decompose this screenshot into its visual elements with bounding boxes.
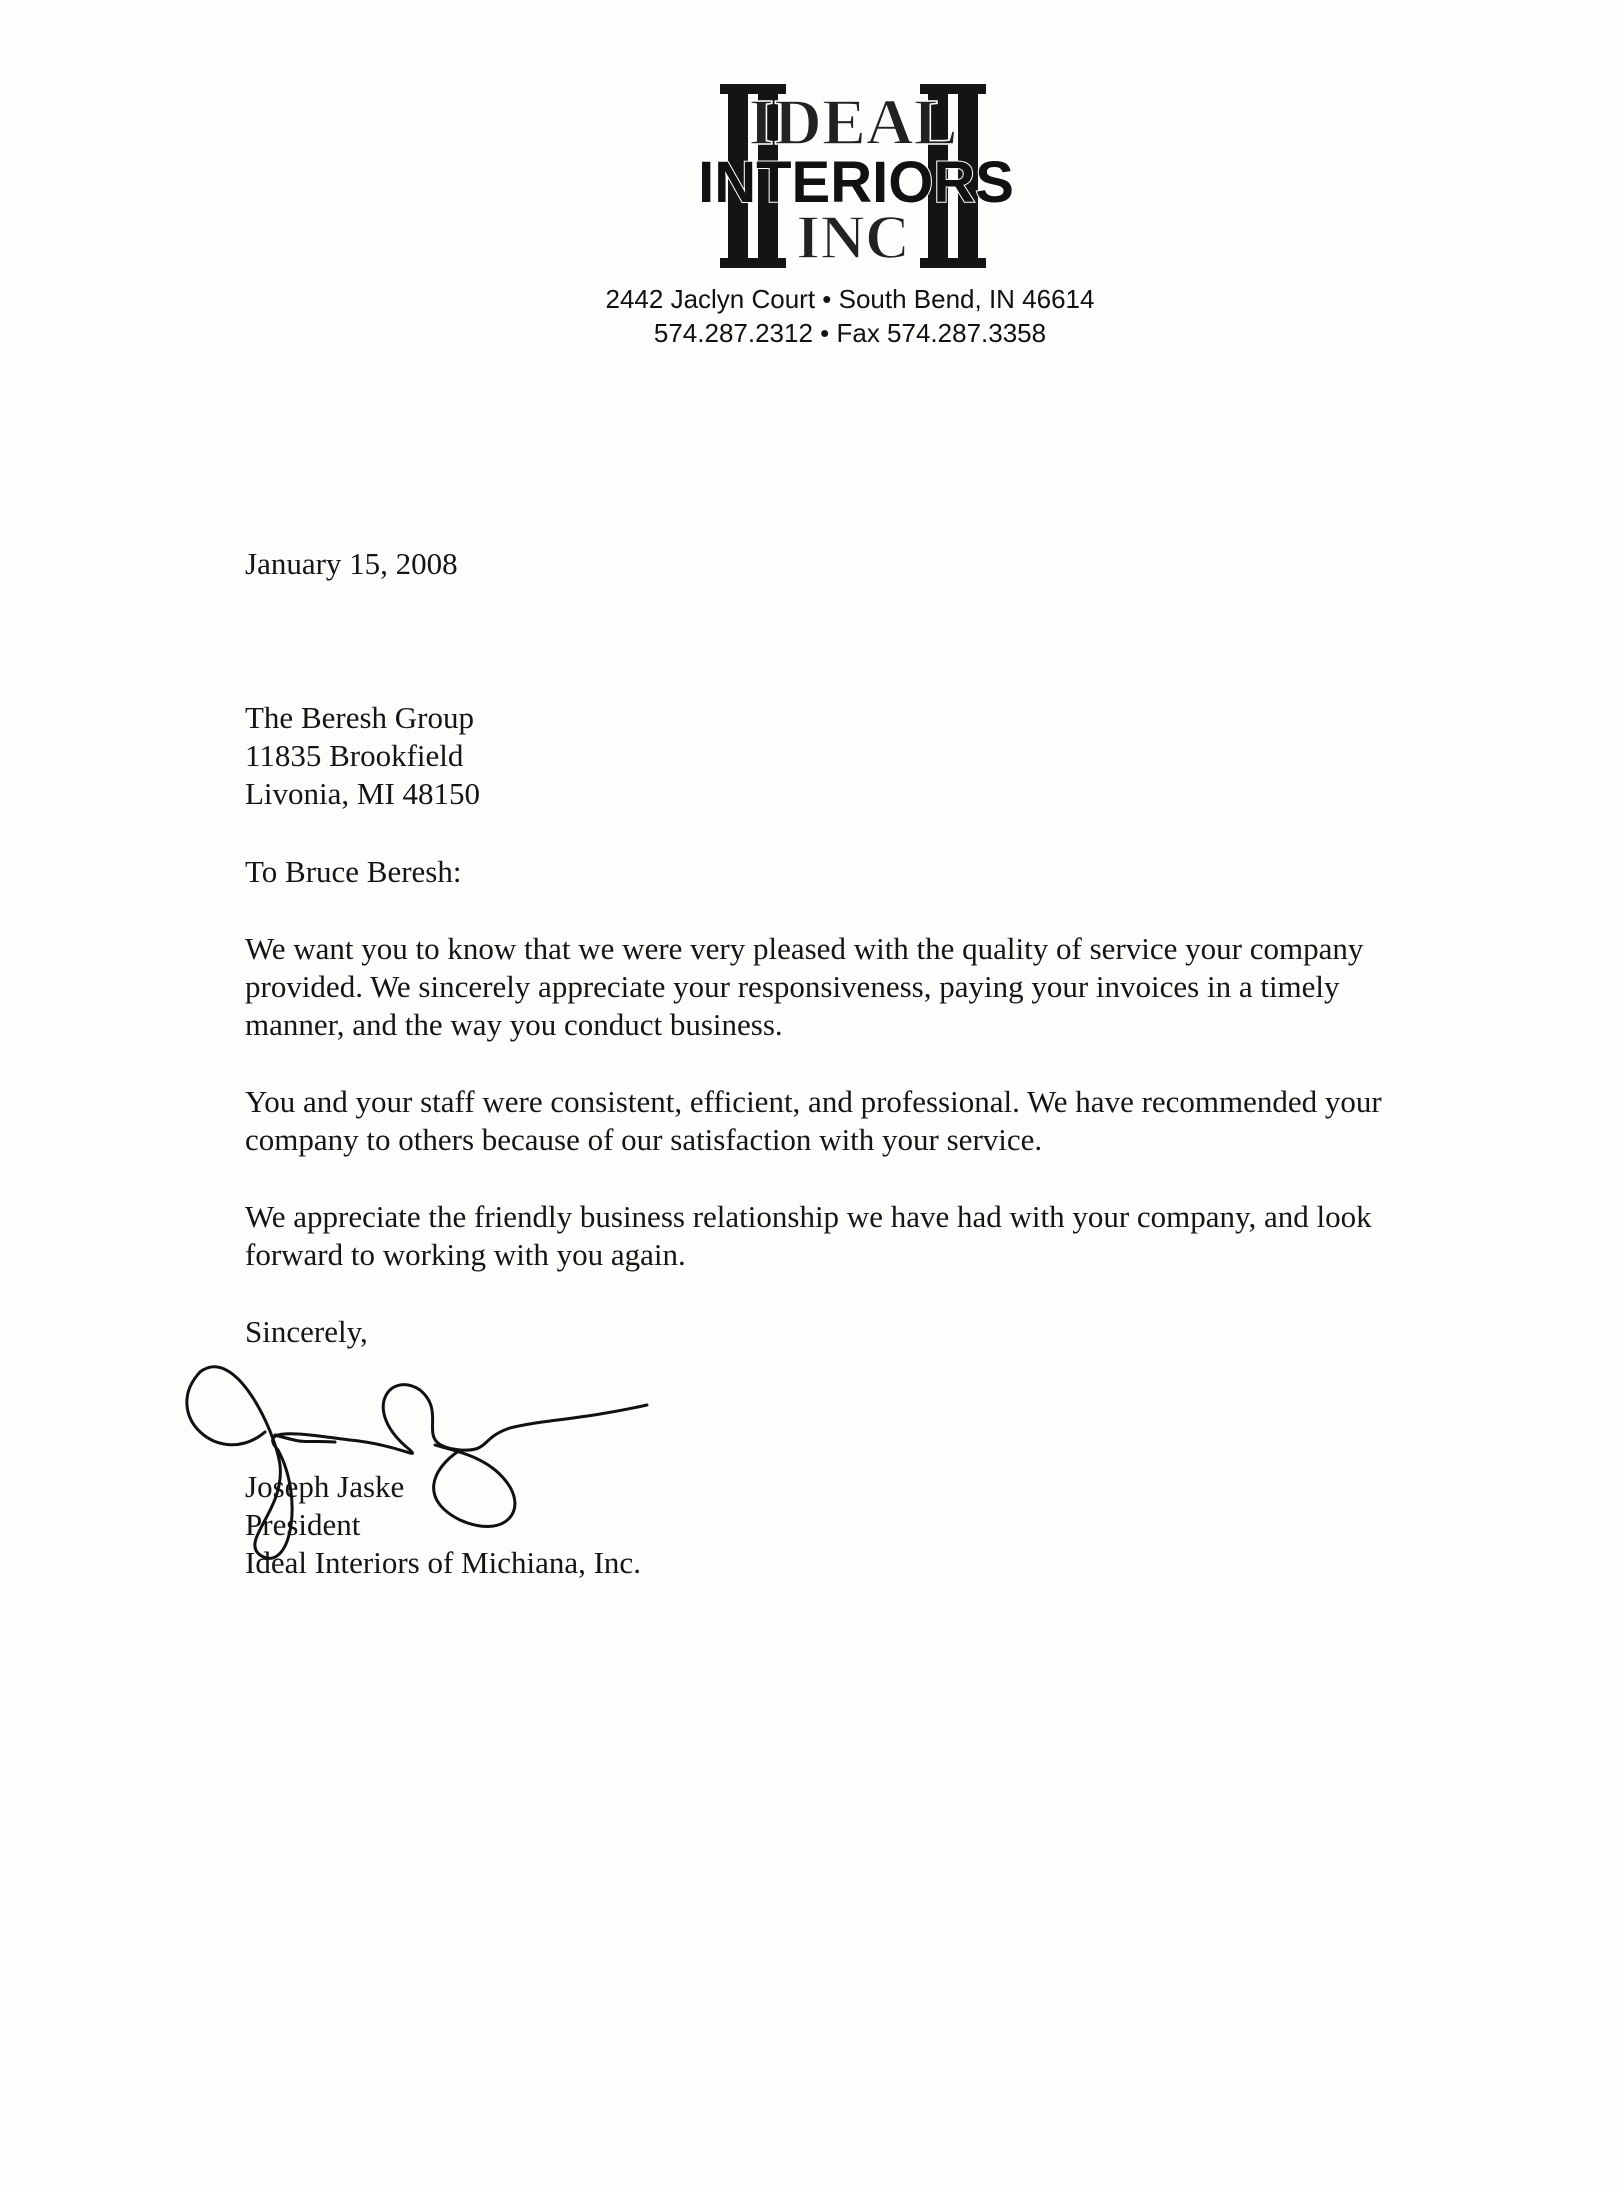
letter-date: January 15, 2008 (245, 546, 458, 581)
letterhead-contact: 574.287.2312 • Fax 574.287.3358 (653, 318, 1047, 348)
body-paragraph-3: We appreciate the friendly business relationship we have had with your company, and look forward to working with you again. (245, 1199, 1372, 1272)
signer-company: Ideal Interiors of Michiana, Inc. (245, 1545, 641, 1580)
recipient-city: Livonia, MI 48150 (245, 776, 481, 811)
logo-line1: IDEAL (748, 86, 958, 159)
closing: Sincerely, (245, 1314, 368, 1349)
recipient-name: The Beresh Group (245, 700, 474, 735)
recipient-address (245, 699, 480, 813)
body-paragraph-2: You and your staff were consistent, efficient, and professional. We have recommended your company to others because of our satisfaction with your service. (245, 1084, 1382, 1157)
signer-title: President (245, 1507, 361, 1542)
logo-line3: INC (796, 204, 910, 272)
signer-name: Joseph Jaske (245, 1469, 405, 1504)
company-logo (660, 82, 1060, 272)
salutation: To Bruce Beresh: (245, 854, 462, 889)
body-paragraph-1: We want you to know that we were very pleased with the quality of service your company provided. We sincerely appreciate your responsiveness, paying your invoices in a timely manner, and the way you conduct business. (245, 931, 1364, 1042)
recipient-street: 11835 Brookfield (245, 738, 464, 773)
signature-block (245, 1468, 641, 1582)
letterhead-address: 2442 Jaclyn Court • South Bend, IN 46614 (605, 284, 1095, 314)
logo-line2: INTERIORS (698, 150, 1014, 215)
